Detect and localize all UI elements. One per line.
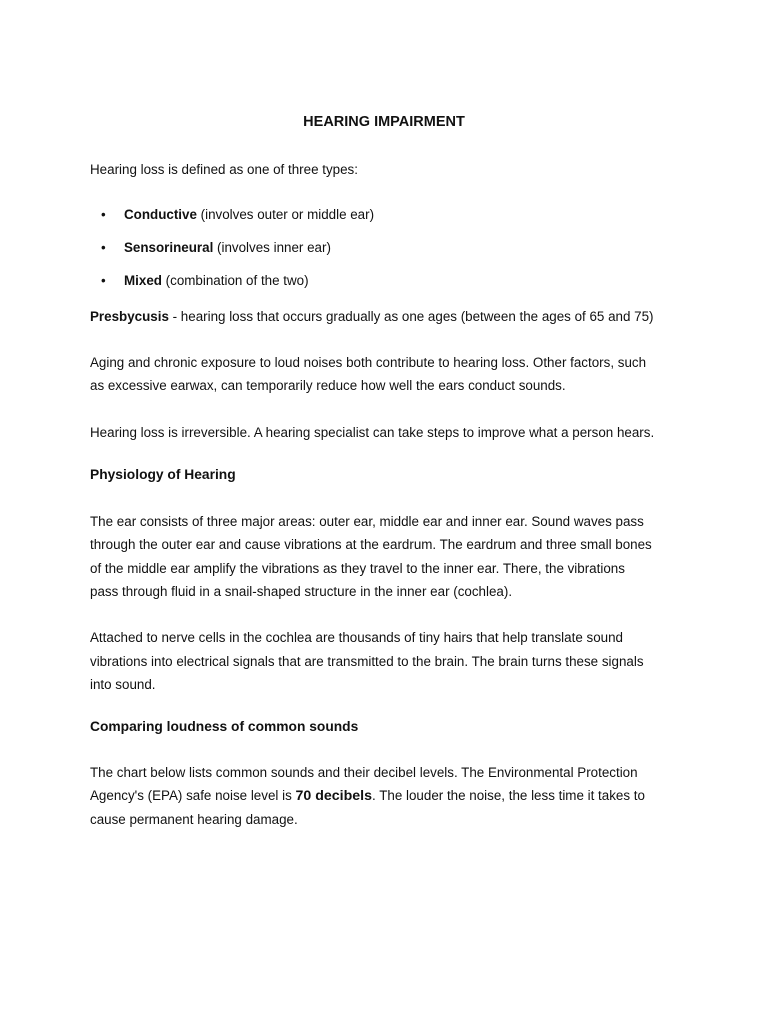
aging-paragraph-line: Aging and chronic exposure to loud noises both contribute to hearing loss. Other factors, such [90,355,647,370]
bullet-icon: • [101,240,106,255]
nerve-paragraph-line: vibrations into electrical signals that are transmitted to the brain. The brain turns these signals [90,654,644,669]
ear-paragraph-line: through the outer ear and cause vibrations at the eardrum. The eardrum and three small bones [90,537,652,552]
ear-paragraph-line: The ear consists of three major areas: outer ear, middle ear and inner ear. Sound waves pass [90,514,644,529]
chart-text-after: . The louder the noise, the less time it takes to [372,788,645,803]
type-term: Conductive [124,207,197,222]
irreversible-paragraph: Hearing loss is irreversible. A hearing specialist can take steps to improve what a person hears. [90,425,655,440]
comparing-heading: Comparing loudness of common sounds [90,719,359,734]
type-desc: (involves outer or middle ear) [196,207,375,222]
type-term: Mixed [124,273,162,288]
aging-paragraph-line: as excessive earwax, can temporarily reduce how well the ears conduct sounds. [90,378,566,393]
physiology-heading: Physiology of Hearing [90,467,236,482]
document-title: HEARING IMPAIRMENT [303,114,465,130]
chart-paragraph-line: The chart below lists common sounds and their decibel levels. The Environmental Protection [90,765,638,780]
chart-text-before: Agency's (EPA) safe noise level is [90,788,296,803]
nerve-paragraph-line: into sound. [90,677,156,692]
type-term: Sensorineural [124,240,214,255]
nerve-paragraph-line: Attached to nerve cells in the cochlea are thousands of tiny hairs that help translate sound [90,630,623,645]
bullet-icon: • [101,273,106,288]
presbycusis-desc: - hearing loss that occurs gradually as one ages (between the ages of 65 and 75) [168,309,654,324]
bullet-icon: • [101,207,106,222]
chart-paragraph-line: cause permanent hearing damage. [90,812,298,827]
type-desc: (combination of the two) [161,273,309,288]
presbycusis-definition [90,309,654,324]
ear-paragraph-line: of the middle ear amplify the vibrations as they travel to the inner ear. There, the vibrations [90,561,625,576]
chart-paragraph-line [90,788,645,804]
intro-text: Hearing loss is defined as one of three types: [90,162,358,177]
presbycusis-term: Presbycusis [90,309,169,324]
decibel-value: 70 decibels [295,788,373,804]
ear-paragraph-line: pass through fluid in a snail-shaped structure in the inner ear (cochlea). [90,584,513,599]
type-desc: (involves inner ear) [213,240,331,255]
